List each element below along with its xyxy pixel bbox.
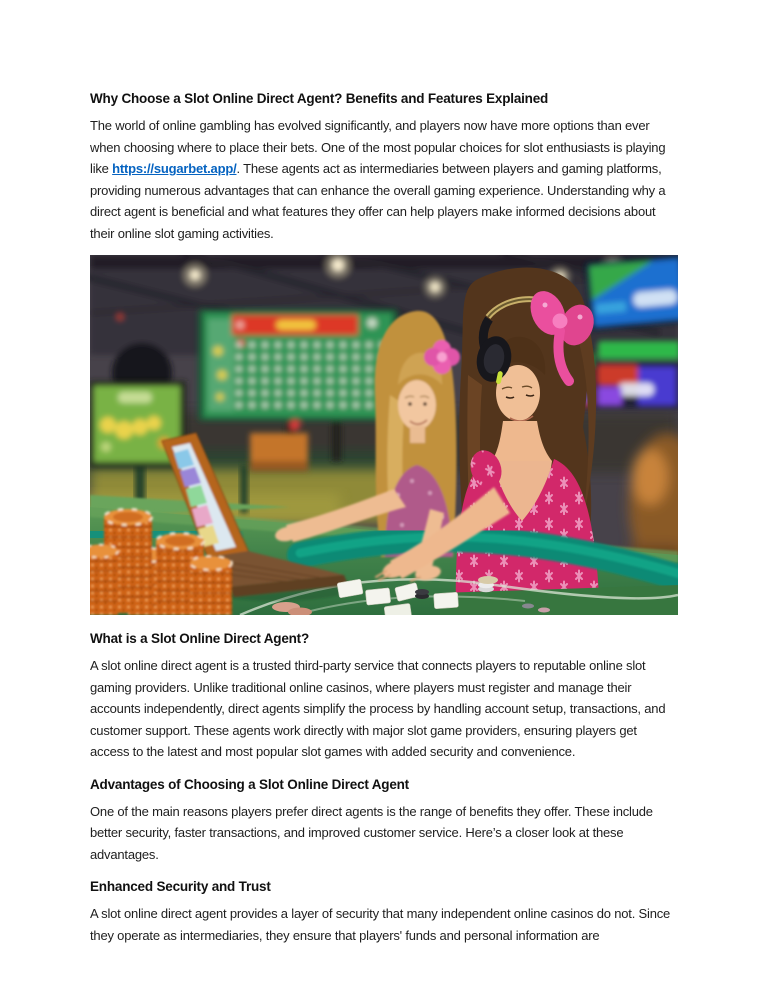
blonde-face xyxy=(398,380,436,430)
section-heading-what-is: What is a Slot Online Direct Agent? xyxy=(90,631,310,646)
article-title: Why Choose a Slot Online Direct Agent? Benefits and Features Explained xyxy=(90,91,549,106)
section-heading-advantages: Advantages of Choosing a Slot Online Direct Agent xyxy=(90,776,409,792)
chip-stack xyxy=(90,545,118,616)
section-body-what-is: A slot online direct agent is a trusted third-party service that connects players to reputable online slot gaming providers. Unlike traditional online casinos, where players must register and manage their accounts independently, direct agents simplify the process by handling account setup, transactions, and customer support. These agents work directly with major slot game providers, ensuring players get access to the latest and most popular slot games with added security and convenience. xyxy=(90,658,666,759)
casino-scene-illustration xyxy=(90,255,678,615)
intro-text-after-link: . These agents act as intermediaries between players and gaming platforms, providing numerous advantages that can enhance the overall gaming experience. Understanding why a direct agent is beneficial and what features they offer can help players make informed decisions about their online slot gaming activities. xyxy=(90,161,666,241)
section-heading-security: Enhanced Security and Trust xyxy=(90,879,271,894)
intro-text-before-link: The world of online gambling has evolved significantly, and players now have more options than ever when choosing where to place their bets. One of the most popular choices for slot enthusiasts is playing like xyxy=(90,118,666,176)
player-blonde xyxy=(375,311,460,557)
orange-crate xyxy=(250,433,308,471)
section-body-advantages: One of the main reasons players prefer direct agents is the range of benefits they offer. These include better security, faster transactions, and improved customer service. Here’s a closer look at these advantages. xyxy=(90,803,653,862)
chip-stack xyxy=(190,556,232,615)
section-body-security: A slot online direct agent provides a layer of security that many independent online casinos do not. Since they operate as intermediaries, they ensure that players' funds and personal information are xyxy=(90,906,671,943)
article-photo xyxy=(90,255,678,615)
scoreboard-grid xyxy=(236,339,388,413)
intro-paragraph xyxy=(90,115,678,244)
sugarbet-hyperlink[interactable]: https://sugarbet.app/ xyxy=(112,161,237,176)
